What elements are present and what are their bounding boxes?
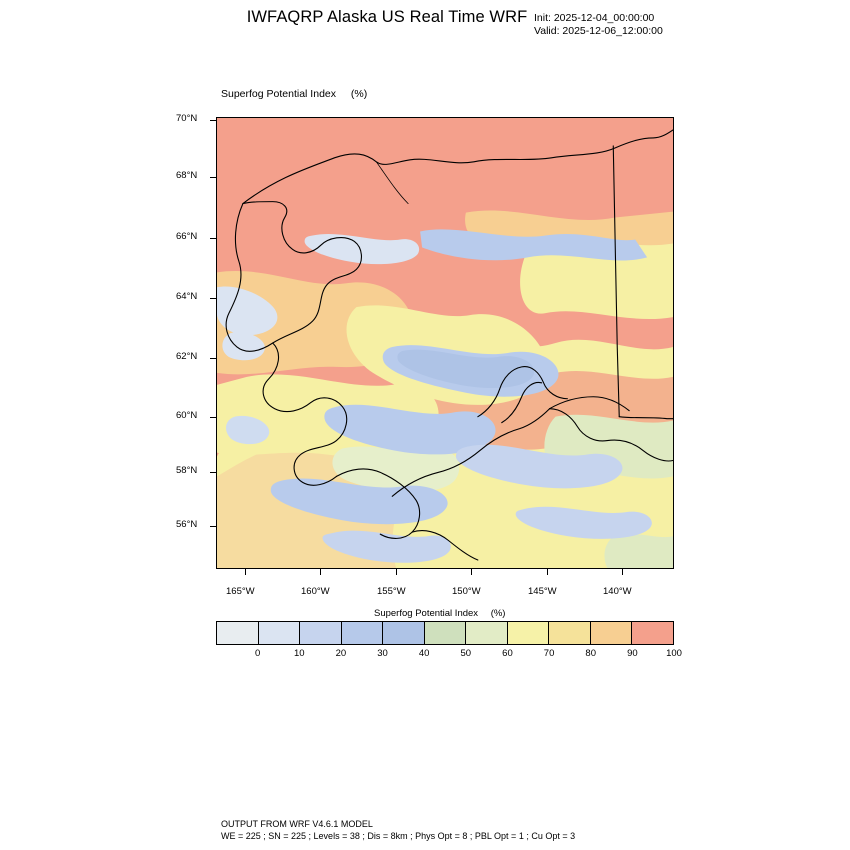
- colorbar-cell: [342, 622, 384, 644]
- colorbar-cell: [632, 622, 673, 644]
- colorbar-tick-label: 20: [335, 648, 347, 659]
- colorbar: [216, 621, 674, 645]
- y-tick-label-58N: 58°N: [176, 465, 198, 476]
- colorbar-tick-label: 0: [254, 648, 261, 659]
- colorbar-cell: [300, 622, 342, 644]
- x-tick-mark: [547, 569, 548, 575]
- figure-title: [0, 8, 850, 27]
- x-tick-label-160W: 160°W: [301, 586, 330, 597]
- model-footer: [221, 819, 575, 842]
- colorbar-cell: [591, 622, 633, 644]
- y-tick-mark: [210, 298, 216, 299]
- colorbar-tick-label: 50: [460, 648, 472, 659]
- colorbar-cell: [425, 622, 467, 644]
- y-tick-mark: [210, 358, 216, 359]
- y-tick-label-70N: 70°N: [176, 113, 198, 124]
- colorbar-cell: [466, 622, 508, 644]
- valid-time: Valid: 2025-12-06_12:00:00: [534, 25, 663, 37]
- colorbar-cell: [217, 622, 259, 644]
- x-tick-mark: [320, 569, 321, 575]
- x-tick-mark: [471, 569, 472, 575]
- y-tick-mark: [210, 177, 216, 178]
- x-tick-label-145W: 145°W: [528, 586, 557, 597]
- x-tick-mark: [622, 569, 623, 575]
- y-tick-mark: [210, 238, 216, 239]
- y-tick-mark: [210, 526, 216, 527]
- colorbar-title-text: Superfog Potential Index: [374, 608, 479, 619]
- colorbar-cell: [508, 622, 550, 644]
- y-tick-label-66N: 66°N: [176, 231, 198, 242]
- colorbar-cell: [549, 622, 591, 644]
- colorbar-title: [374, 608, 505, 619]
- colorbar-tick-label: 60: [502, 648, 513, 659]
- y-tick-mark: [210, 417, 216, 418]
- colorbar-tick-label: 10: [293, 648, 305, 659]
- map-plot-area: [216, 117, 674, 569]
- footer-line-2: WE = 225 ; SN = 225 ; Levels = 38 ; Dis = 8km ; Phys Opt = 8 ; PBL Opt = 1 ; Cu Opt = 3: [221, 830, 576, 841]
- colorbar-tick-label: 100: [666, 648, 682, 659]
- colorbar-tick-label: 30: [377, 648, 388, 659]
- x-tick-mark: [245, 569, 246, 575]
- run-info: [534, 12, 663, 38]
- colorbar-tick-label: 80: [585, 648, 597, 659]
- plot-title-units: (%): [350, 88, 368, 100]
- y-tick-label-62N: 62°N: [176, 351, 198, 362]
- init-time: Init: 2025-12-04_00:00:00: [534, 12, 655, 24]
- plot-title-text: Superfog Potential Index: [221, 88, 336, 100]
- y-tick-mark: [210, 472, 216, 473]
- colorbar-title-units: (%): [490, 608, 506, 619]
- colorbar-tick-label: 40: [418, 648, 430, 659]
- colorbar-tick-label: 70: [543, 648, 555, 659]
- y-tick-label-60N: 60°N: [176, 410, 198, 421]
- y-tick-label-56N: 56°N: [176, 519, 198, 530]
- x-tick-label-155W: 155°W: [377, 586, 406, 597]
- figure-title-text: IWFAQRP Alaska US Real Time WRF: [246, 8, 528, 26]
- x-tick-label-165W: 165°W: [226, 586, 255, 597]
- footer-line-1: OUTPUT FROM WRF V4.6.1 MODEL: [221, 819, 373, 829]
- map-field-svg: [217, 118, 673, 568]
- colorbar-tick-label: 90: [627, 648, 638, 659]
- plot-title: [221, 88, 367, 100]
- y-tick-label-64N: 64°N: [176, 291, 198, 302]
- x-tick-label-150W: 150°W: [452, 586, 481, 597]
- colorbar-cell: [259, 622, 301, 644]
- x-tick-mark: [396, 569, 397, 575]
- y-tick-label-68N: 68°N: [176, 170, 198, 181]
- colorbar-cell: [383, 622, 425, 644]
- y-tick-mark: [210, 120, 216, 121]
- colorbar-tick-labels: [216, 648, 682, 662]
- x-tick-label-140W: 140°W: [603, 586, 632, 597]
